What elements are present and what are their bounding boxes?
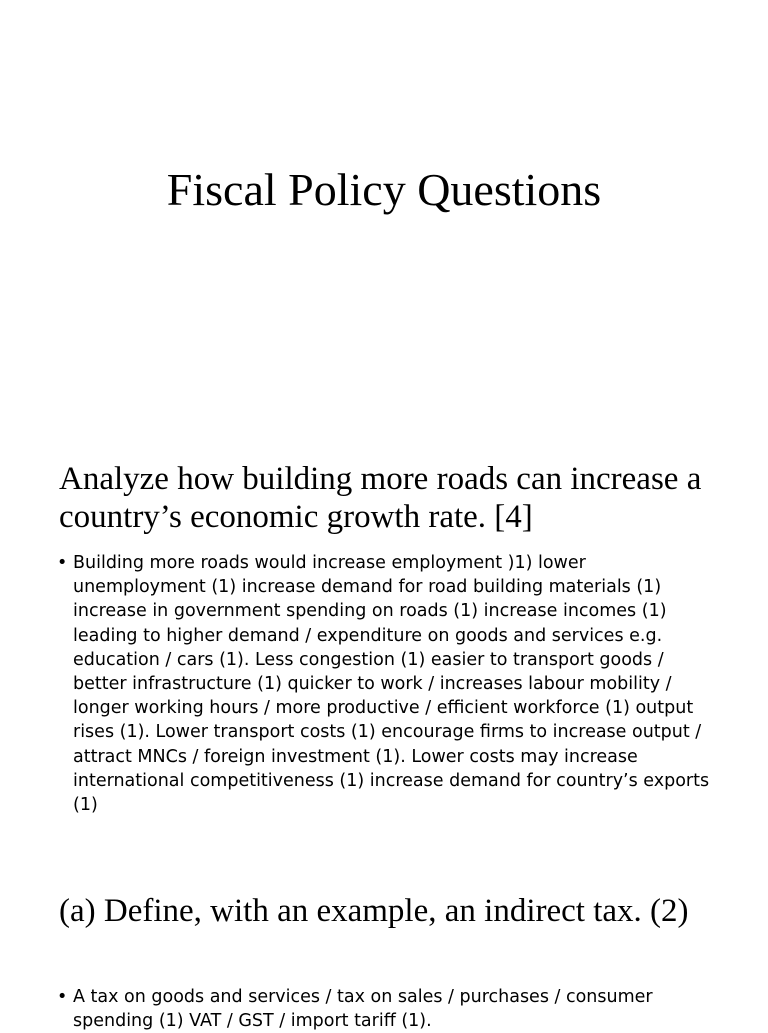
slide-title: Fiscal Policy Questions [166,164,602,215]
bullet-icon: • [57,987,68,1007]
question-2-answer-list [57,985,717,1033]
answer-text: Building more roads would increase employment )1) lower unemployment (1) increase demand for road building materials (1) increase in government spending on roads (1) increase incomes (1) leading to higher demand / expenditure on goods and services e.g. education / cars (1). Less congestion (1) easier to transport goods / better infrastructure (1) quicker to work / increases labour mobility / longer working hours / more productive / efficient workforce (1) output rises (1). Lower transport costs (1) encourage firms to increase output / attract MNCs / foreign investment (1). Lower costs may increase international competitiveness (1) increase demand for country’s exports (1) [73,553,710,816]
answer-bullet-item [57,551,717,817]
answer-bullet-item [57,985,717,1033]
bullet-icon: • [57,553,68,573]
answer-text: A tax on goods and services / tax on sales / purchases / consumer spending (1) VAT / GST / import tariff (1). [73,987,653,1032]
question-2-heading: (a) Define, with an example, an indirect tax. (2) [59,893,689,929]
question-1-heading: Analyze how building more roads can increase a country’s economic growth rate. [4] [59,461,702,535]
question-1-answer-list [57,551,717,817]
